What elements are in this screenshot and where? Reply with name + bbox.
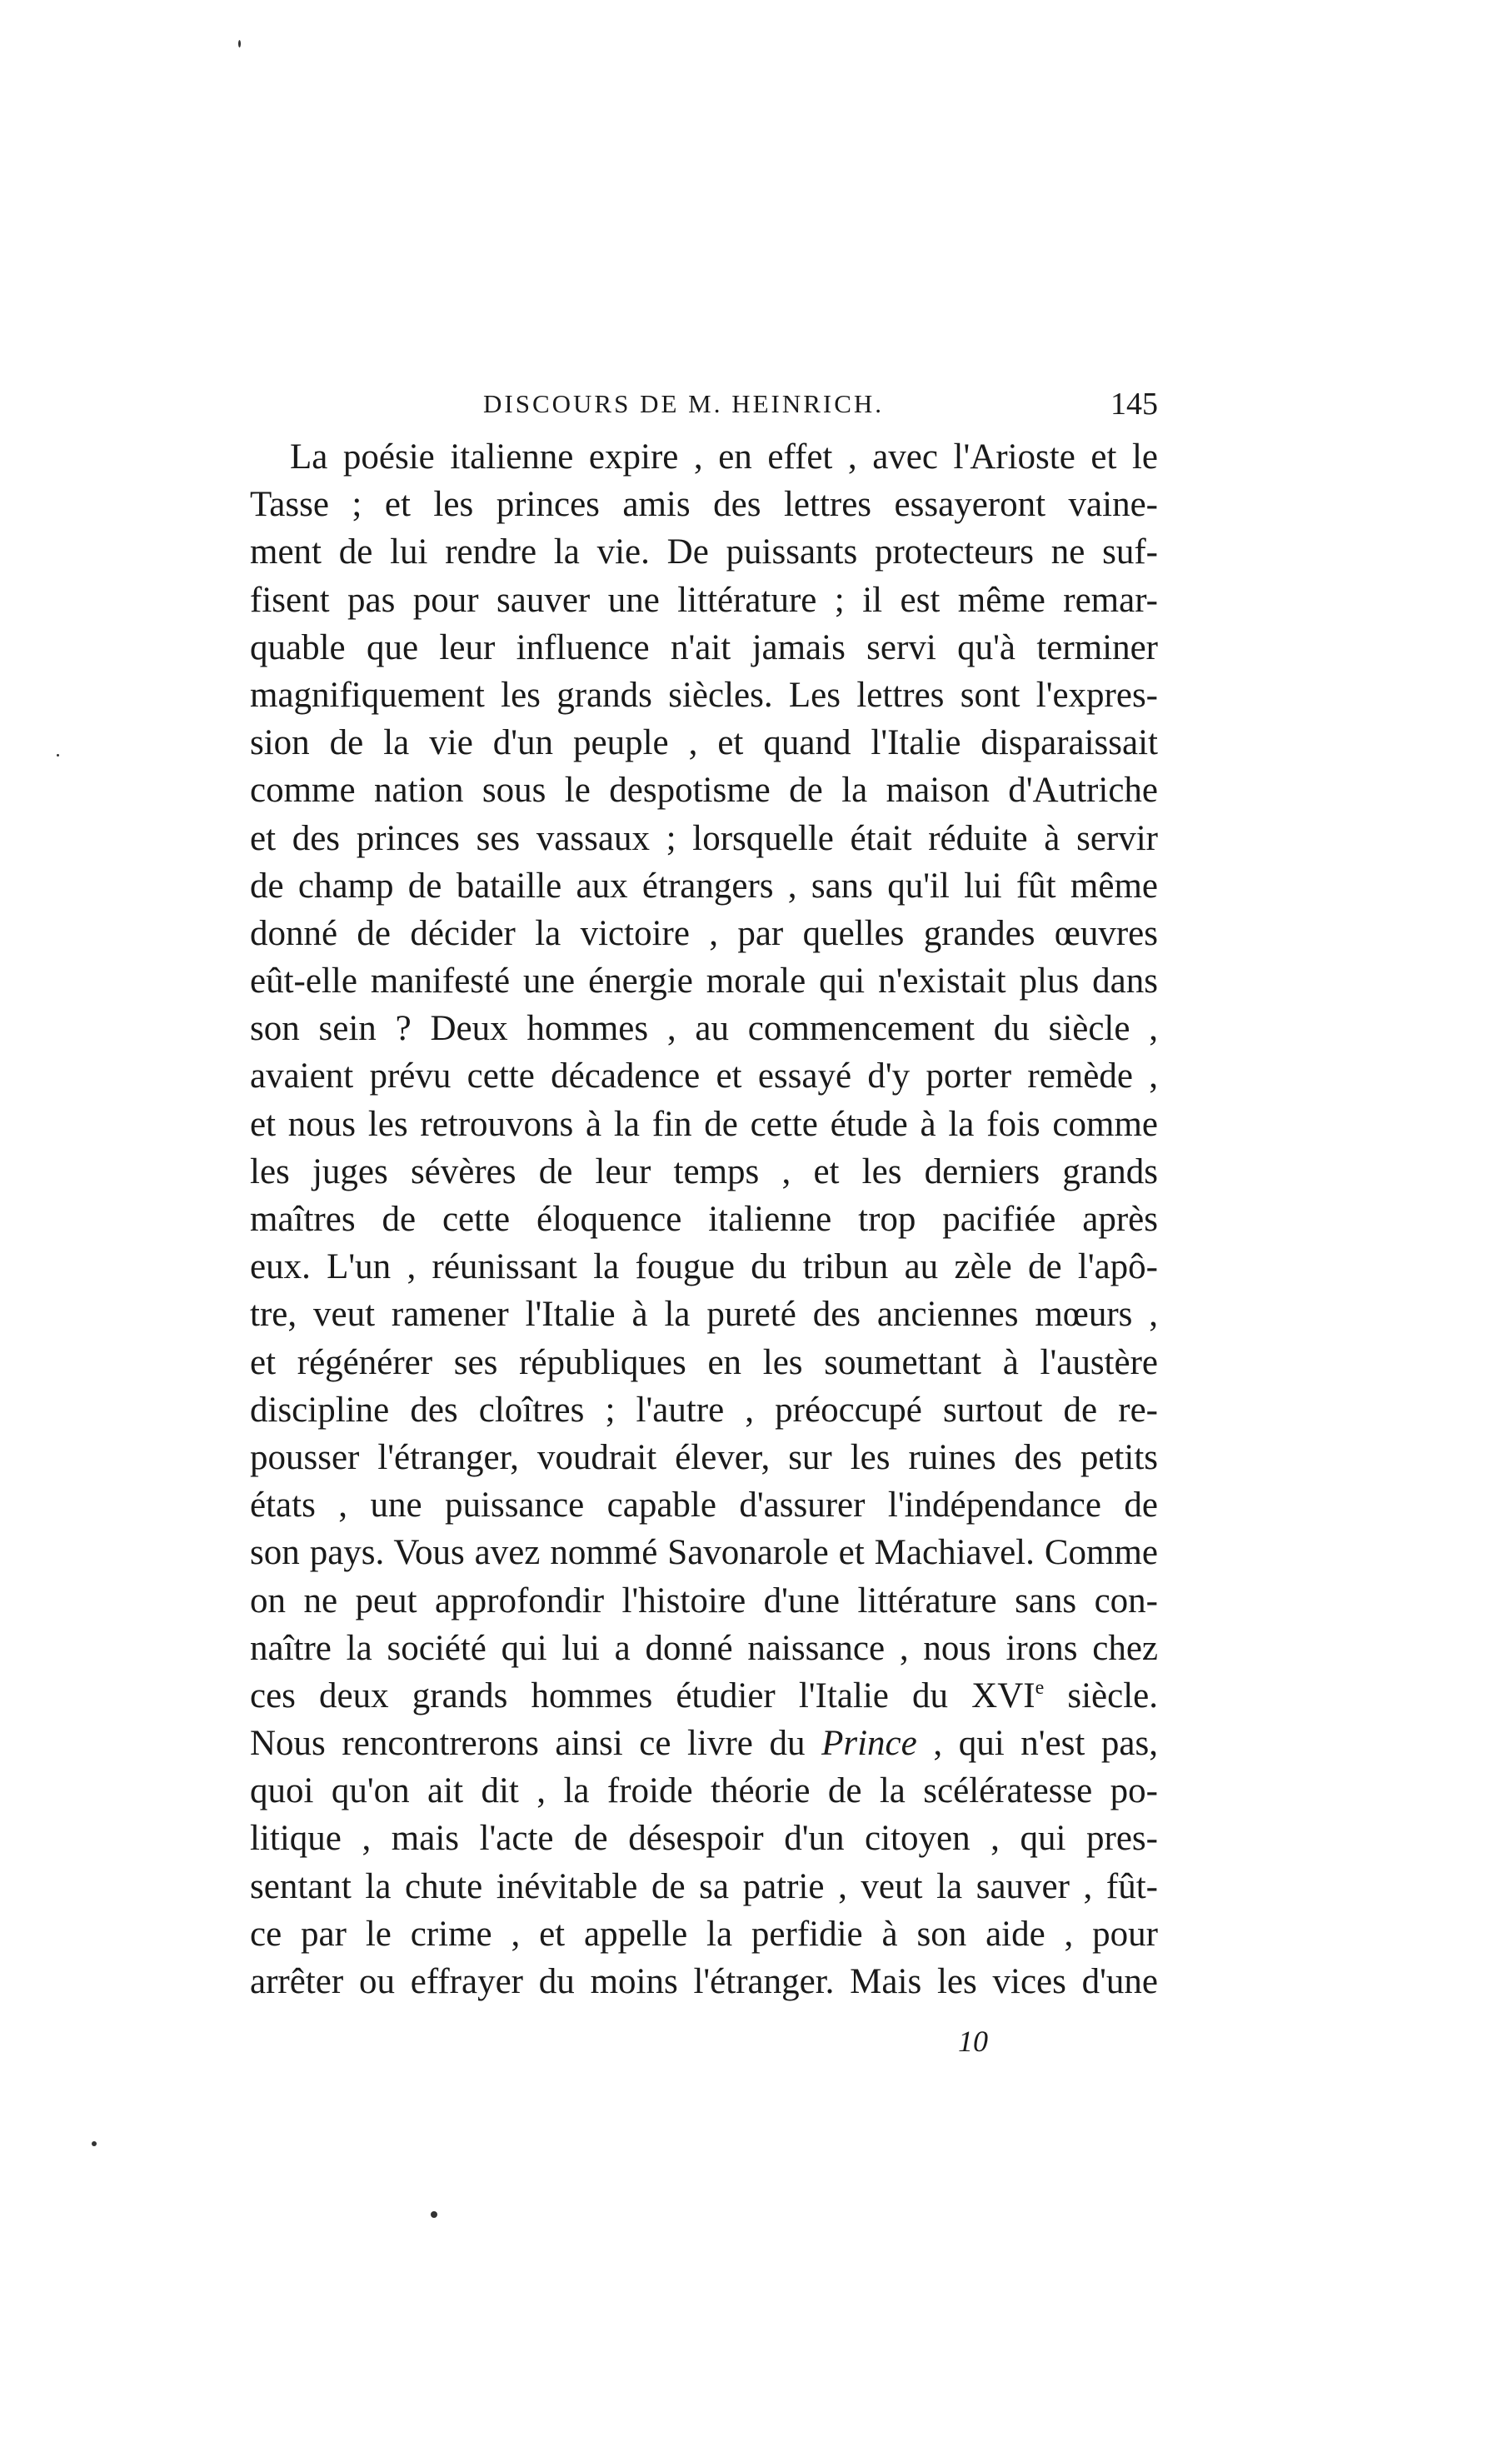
- text-line: de champ de bataille aux étrangers , sans qu'il lui fût même: [250, 866, 1158, 906]
- text-line: et nous les retrouvons à la fin de cette étude à la fois comme: [250, 1104, 1158, 1144]
- text-line-start: Nous rencontrerons ainsi ce livre du: [250, 1724, 806, 1764]
- paper-speck: [431, 2211, 437, 2218]
- paper-speck: [238, 40, 241, 47]
- text-line: donné de décider la victoire , par quelles grandes œuvres: [250, 913, 1158, 953]
- paper-speck: [92, 2141, 97, 2146]
- text-line: on ne peut approfondir l'histoire d'une littérature sans con-: [250, 1581, 1158, 1621]
- text-line: [250, 1672, 1158, 1720]
- text-line: pousser l'étranger, voudrait élever, sur les ruines des petits: [250, 1437, 1158, 1477]
- text-line-end: , qui n'est pas,: [916, 1724, 1158, 1764]
- page-number: 145: [1110, 387, 1158, 422]
- text-line: tre, veut ramener l'Italie à la pureté des anciennes mœurs ,: [250, 1295, 1158, 1335]
- text-line: arrêter ou effrayer du moins l'étranger. Mais les vices d'une: [250, 1962, 1158, 2001]
- text-line: eux. L'un , réunissant la fougue du tribun au zèle de l'apô-: [250, 1247, 1158, 1287]
- text-line: comme nation sous le despotisme de la maison d'Autriche: [250, 771, 1158, 811]
- running-title: DISCOURS DE M. HEINRICH.: [483, 389, 885, 418]
- text-line: états , une puissance capable d'assurer l'indépendance de: [250, 1486, 1158, 1526]
- text-line: eût-elle manifesté une énergie morale qui n'existait plus dans: [250, 961, 1158, 1001]
- superscript-e: e: [1035, 1676, 1045, 1699]
- text-line: ment de lui rendre la vie. De puissants protecteurs ne suf-: [250, 532, 1158, 572]
- text-line: son sein ? Deux hommes , au commencement du siècle ,: [250, 1009, 1158, 1049]
- text-line: et régénérer ses républiques en les soumettant à l'austère: [250, 1342, 1158, 1382]
- body-text: [250, 433, 1158, 2005]
- text-line: ce par le crime , et appelle la perfidie à son aide , pour: [250, 1914, 1158, 1954]
- text-line-end: siècle.: [1044, 1675, 1158, 1715]
- text-line: naître la société qui lui a donné naissance , nous irons chez: [250, 1628, 1158, 1668]
- text-line: litique , mais l'acte de désespoir d'un citoyen , qui pres-: [250, 1819, 1158, 1859]
- text-line: et des princes ses vassaux ; lorsquelle était réduite à servir: [250, 818, 1158, 858]
- signature-mark: 10: [958, 2025, 988, 2058]
- text-line: quable que leur influence n'ait jamais servi qu'à terminer: [250, 627, 1158, 667]
- text-line: maîtres de cette éloquence italienne trop pacifiée après: [250, 1200, 1158, 1239]
- text-line: sion de la vie d'un peuple , et quand l'Italie disparaissait: [250, 723, 1158, 763]
- text-line: sentant la chute inévitable de sa patrie , veut la sauver , fût-: [250, 1866, 1158, 1906]
- paper-speck: [57, 754, 59, 757]
- text-line: son pays. Vous avez nommé Savonarole et Machiavel. Comme: [250, 1533, 1158, 1573]
- text-line: [250, 1720, 1158, 1767]
- text-line: quoi qu'on ait dit , la froide théorie de la scélératesse po-: [250, 1771, 1158, 1811]
- text-line: Tasse ; et les princes amis des lettres essayeront vaine-: [250, 485, 1158, 525]
- text-line-start: ces deux grands hommes étudier l'Italie du XVI: [250, 1675, 1035, 1715]
- running-head: [250, 379, 1158, 429]
- italic-title: Prince: [821, 1724, 917, 1764]
- text-line: magnifiquement les grands siècles. Les lettres sont l'expres-: [250, 675, 1158, 715]
- text-line: La poésie italienne expire , en effet , avec l'Arioste et le: [290, 437, 1158, 477]
- text-line: avaient prévu cette décadence et essayé d'y porter remède ,: [250, 1056, 1158, 1096]
- text-line: discipline des cloîtres ; l'autre , préoccupé surtout de re-: [250, 1390, 1158, 1430]
- text-line: les juges sévères de leur temps , et les derniers grands: [250, 1151, 1158, 1191]
- text-line: fisent pas pour sauver une littérature ; il est même remar-: [250, 580, 1158, 620]
